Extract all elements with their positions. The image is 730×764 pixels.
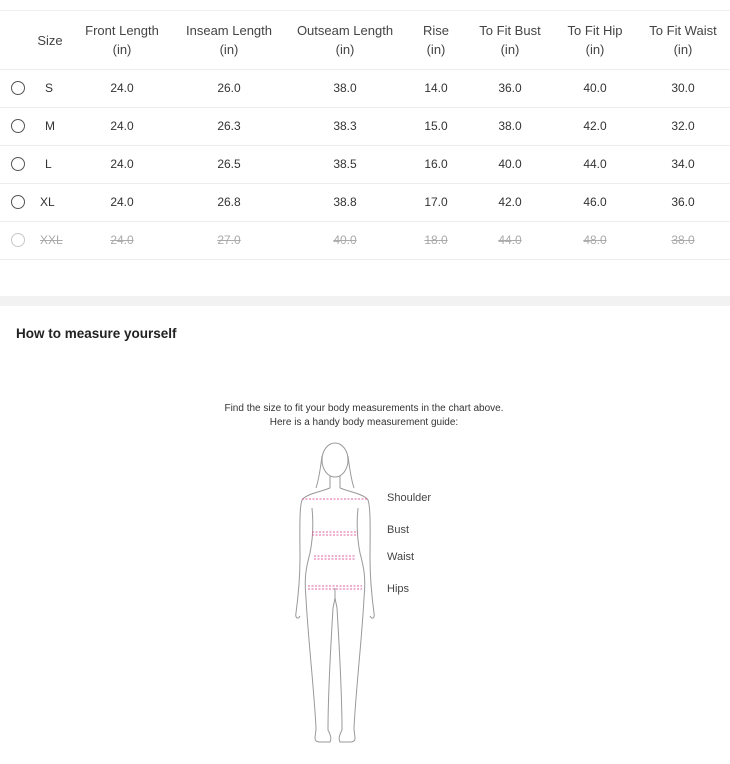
- measurement-cell: 42.0: [583, 119, 607, 133]
- measurement-cell: 24.0: [110, 119, 134, 133]
- label-shoulder: Shoulder: [387, 492, 432, 504]
- guide-line-2: Here is a handy body measurement guide:: [269, 417, 459, 428]
- measurement-cell: 46.0: [583, 195, 607, 209]
- measurement-cell: 16.0: [424, 157, 448, 171]
- size-chart-table: [0, 10, 730, 260]
- measurement-cell: 44.0: [583, 157, 607, 171]
- header-rise: Rise (in): [422, 23, 450, 57]
- size-radio-button[interactable]: [11, 81, 25, 95]
- measurement-cell: 36.0: [671, 195, 695, 209]
- measurement-guide-text: [0, 402, 730, 430]
- size-label: M: [45, 119, 55, 133]
- size-label: XXL: [40, 233, 63, 247]
- measurement-cell: 17.0: [424, 195, 448, 209]
- guide-line-1: Find the size to fit your body measurements in the chart above.: [224, 403, 504, 414]
- size-label: XL: [40, 195, 55, 209]
- measurement-cell: 36.0: [498, 81, 522, 95]
- measurement-cell: 14.0: [424, 81, 448, 95]
- measurement-cell: 24.0: [110, 81, 134, 95]
- measurement-cell: 48.0: [583, 233, 607, 247]
- measurement-cell: 26.8: [217, 195, 241, 209]
- measurement-cell: 26.5: [217, 157, 241, 171]
- header-size: Size: [37, 33, 63, 48]
- size-radio-button[interactable]: [11, 119, 25, 133]
- measurement-cell: 38.5: [333, 157, 357, 171]
- measurement-cell: 24.0: [110, 233, 134, 247]
- measurement-cell: 40.0: [333, 233, 357, 247]
- header-to-fit-bust: To Fit Bust (in): [479, 23, 541, 57]
- table-row[interactable]: [0, 146, 730, 184]
- table-row[interactable]: [0, 184, 730, 222]
- label-waist: Waist: [387, 551, 415, 563]
- size-label: S: [45, 81, 54, 95]
- measurement-cell: 38.3: [333, 119, 357, 133]
- header-inseam-length: Inseam Length (in): [185, 23, 273, 57]
- measurement-cell: 38.8: [333, 195, 357, 209]
- measurement-cell: 24.0: [110, 195, 134, 209]
- label-hips: Hips: [387, 583, 410, 595]
- table-header: [0, 10, 730, 70]
- measurement-cell: 38.0: [671, 233, 695, 247]
- header-outseam-length: Outseam Length (in): [296, 23, 394, 57]
- measurement-cell: 44.0: [498, 233, 522, 247]
- body-measurement-figure-icon: [290, 438, 380, 750]
- size-radio-button: [11, 233, 25, 247]
- header-front-length: Front Length (in): [85, 23, 159, 57]
- measurement-cell: 38.0: [333, 81, 357, 95]
- section-divider: [0, 296, 730, 306]
- size-label: L: [45, 157, 52, 171]
- how-to-measure-title: How to measure yourself: [16, 326, 177, 341]
- measurement-cell: 18.0: [424, 233, 448, 247]
- measurement-cell: 15.0: [424, 119, 448, 133]
- size-radio-button[interactable]: [11, 195, 25, 209]
- measurement-cell: 38.0: [498, 119, 522, 133]
- measurement-cell: 24.0: [110, 157, 134, 171]
- measurement-cell: 40.0: [583, 81, 607, 95]
- table-row: [0, 222, 730, 260]
- label-bust: Bust: [387, 524, 410, 536]
- table-row[interactable]: [0, 108, 730, 146]
- table-row[interactable]: [0, 70, 730, 108]
- measurement-cell: 30.0: [671, 81, 695, 95]
- header-to-fit-waist: To Fit Waist (in): [649, 23, 717, 57]
- table-body: [0, 70, 730, 260]
- measurement-cell: 34.0: [671, 157, 695, 171]
- header-to-fit-hip: To Fit Hip (in): [567, 23, 623, 57]
- measurement-cell: 32.0: [671, 119, 695, 133]
- measurement-cell: 40.0: [498, 157, 522, 171]
- measurement-cell: 26.0: [217, 81, 241, 95]
- measurement-cell: 42.0: [498, 195, 522, 209]
- size-radio-button[interactable]: [11, 157, 25, 171]
- measurement-cell: 27.0: [217, 233, 241, 247]
- measurement-cell: 26.3: [217, 119, 241, 133]
